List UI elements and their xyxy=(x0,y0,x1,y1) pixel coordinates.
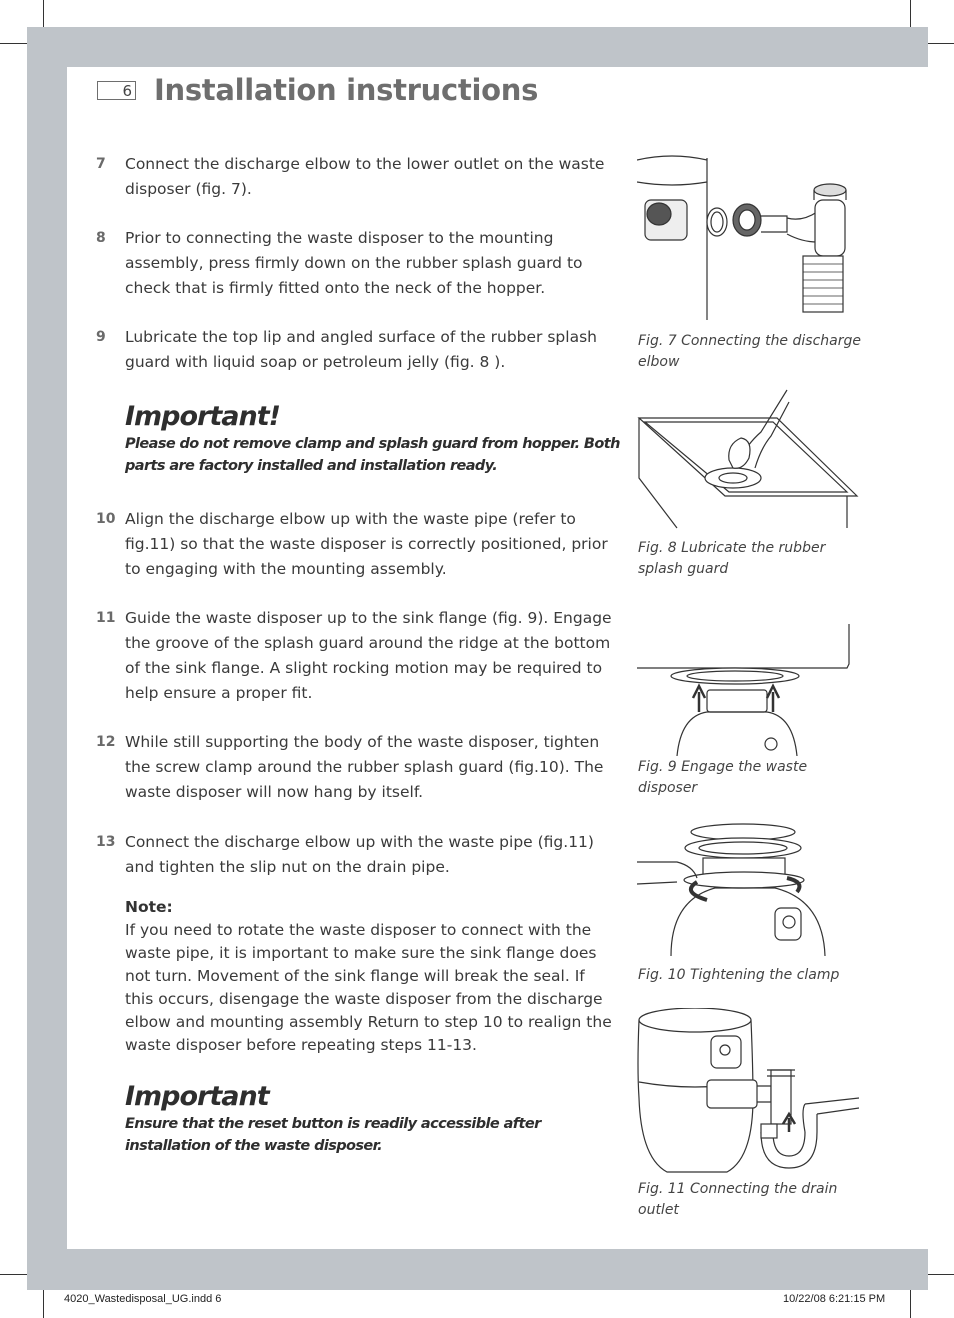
figure-7-illustration xyxy=(637,152,859,324)
step-number: 13 xyxy=(96,834,116,850)
step-number: 10 xyxy=(96,511,116,527)
figure-7-caption: Fig. 7 Connecting the discharge elbow xyxy=(638,333,861,370)
crop-mark xyxy=(910,0,911,30)
page-title: Installation instructions xyxy=(154,73,539,107)
crop-mark xyxy=(0,43,30,44)
crop-mark xyxy=(0,1274,30,1275)
figure-10-illustration xyxy=(637,822,859,957)
step-number: 7 xyxy=(96,156,106,172)
step-text: Lubricate the top lip and angled surface of the rubber splash guard with liquid soap or petroleum jelly (fig. 8 ). xyxy=(125,328,597,371)
file-name-slug: 4020_Wastedisposal_UG.indd 6 xyxy=(64,1293,222,1305)
step-number: 8 xyxy=(96,230,106,246)
step-text: Connect the discharge elbow up with the waste pipe (fig.11) and tighten the slip nut on the drain pipe. xyxy=(125,833,594,876)
step-number: 11 xyxy=(96,610,116,626)
page-number: 6 xyxy=(97,81,136,100)
figure-8-illustration xyxy=(637,388,859,533)
timestamp-slug: 10/22/08 6:21:15 PM xyxy=(783,1293,886,1305)
figure-8-caption: Fig. 8 Lubricate the rubber splash guard xyxy=(638,540,826,577)
figure-11-illustration xyxy=(637,1008,859,1176)
note-text: If you need to rotate the waste disposer to connect with the waste pipe, it is important to make sure the sink flange does not turn. Movement of the sink flange will break the seal. If this occurs, disengage the waste disposer from the discharge elbow and mounting assembly Return to step 10 to realign the waste disposer before repeating steps 11-13. xyxy=(125,921,612,1054)
step-text: Align the discharge elbow up with the waste pipe (refer to fig.11) so that the waste disposer is correctly positioned, prior to engaging with the mounting assembly. xyxy=(125,510,608,578)
step-text: Prior to connecting the waste disposer to the mounting assembly, press firmly down on the rubber splash guard to check that is firmly fitted onto the neck of the hopper. xyxy=(125,229,583,297)
important-text: Ensure that the reset button is readily accessible after installation of the waste disposer. xyxy=(125,1116,541,1154)
step-text: Connect the discharge elbow to the lower outlet on the waste disposer (fig. 7). xyxy=(125,155,605,198)
crop-mark xyxy=(924,43,954,44)
step-number: 9 xyxy=(96,329,106,345)
important-heading: Important! xyxy=(125,401,280,432)
figure-11-caption: Fig. 11 Connecting the drain outlet xyxy=(638,1181,838,1218)
crop-mark xyxy=(910,1288,911,1318)
step-number: 12 xyxy=(96,734,116,750)
figure-10-caption: Fig. 10 Tightening the clamp xyxy=(638,967,840,983)
figure-9-caption: Fig. 9 Engage the waste disposer xyxy=(638,759,808,796)
crop-mark xyxy=(43,1288,44,1318)
important-text: Please do not remove clamp and splash guard from hopper. Both parts are factory installed and installation ready. xyxy=(125,436,620,474)
note-heading: Note: xyxy=(125,898,173,916)
step-text: Guide the waste disposer up to the sink flange (fig. 9). Engage the groove of the splash guard around the ridge at the bottom of the sink flange. A slight rocking motion may be required to help ensure a proper fit. xyxy=(125,609,612,702)
step-text: While still supporting the body of the waste disposer, tighten the screw clamp around the rubber splash guard (fig.10). The waste disposer will now hang by itself. xyxy=(125,733,604,801)
crop-mark xyxy=(43,0,44,30)
crop-mark xyxy=(924,1274,954,1275)
important-heading: Important xyxy=(125,1081,269,1112)
figure-9-illustration xyxy=(637,624,859,756)
